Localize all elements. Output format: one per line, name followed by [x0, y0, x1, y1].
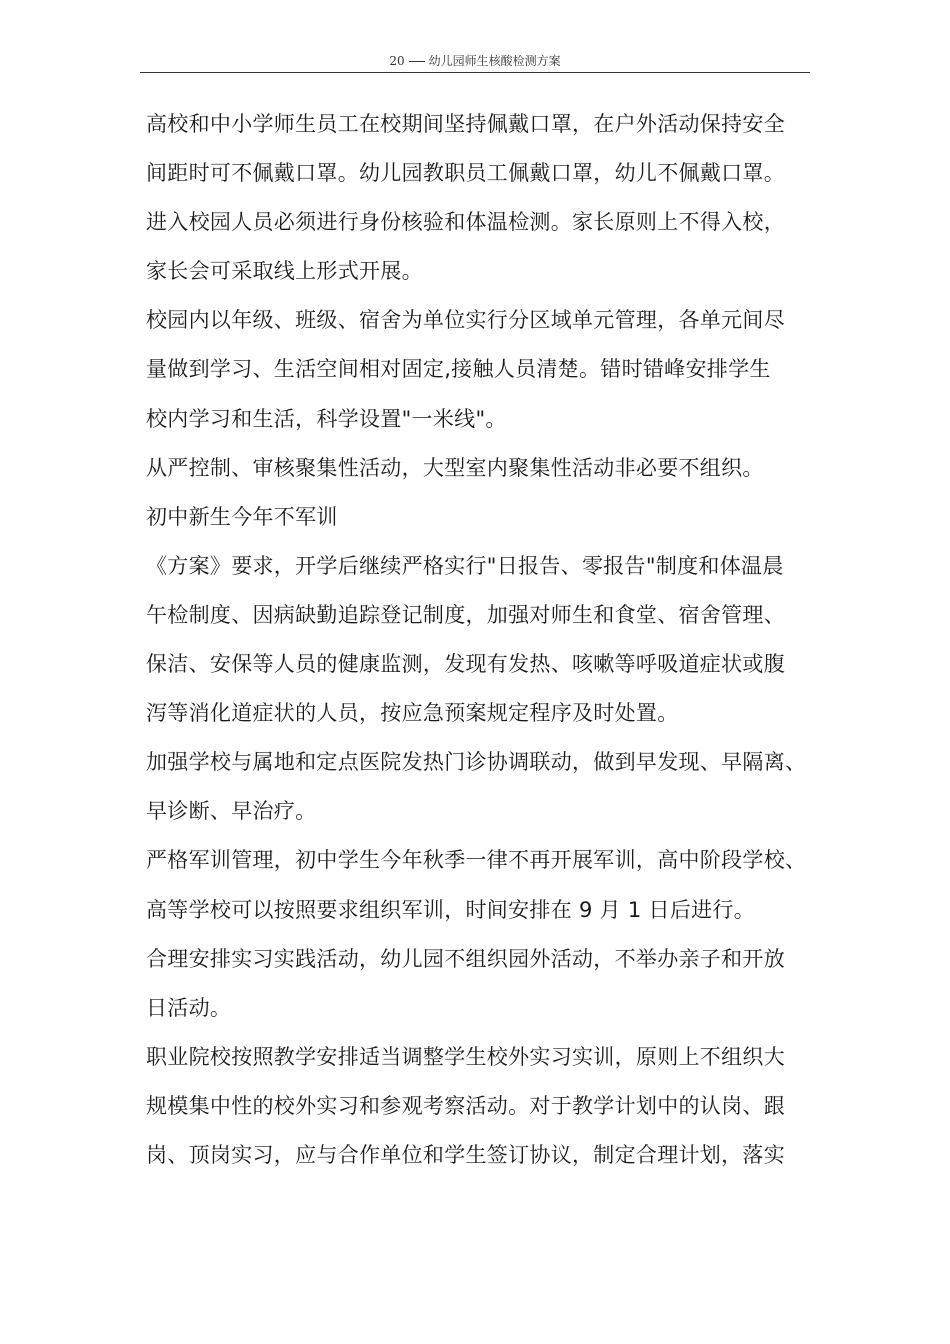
document-body — [146, 100, 824, 1180]
header-title: 幼儿园师生核酸检测方案 — [428, 54, 561, 68]
text-line: 泻等消化道症状的人员，按应急预案规定程序及时处置。 — [146, 701, 679, 726]
text-line: 职业院校按照教学安排适当调整学生校外实习实训，原则上不组织大 — [146, 1044, 785, 1069]
page-header — [140, 52, 810, 73]
text-line: 合理安排实习实践活动，幼儿园不组织园外活动，不举办亲子和开放 — [146, 946, 785, 971]
text-line: 家长会可采取线上形式开展。 — [146, 259, 423, 284]
text-line: 日活动。 — [146, 995, 232, 1020]
text-line: 《方案》要求，开学后继续严格实行"日报告、零报告"制度和体温晨 — [146, 553, 784, 578]
text-line: 早诊断、早治疗。 — [146, 799, 317, 824]
text-line: 岗、顶岗实习，应与合作单位和学生签订协议，制定合理计划，落实 — [146, 1142, 785, 1167]
text-line: 校内学习和生活，科学设置"一米线"。 — [146, 406, 507, 431]
text-line: 校园内以年级、班级、宿舍为单位实行分区域单元管理，各单元间尽 — [146, 308, 785, 333]
text-line: 从严控制、审核聚集性活动，大型室内聚集性活动非必要不组织。 — [146, 455, 764, 480]
text-line: 严格军训管理，初中学生今年秋季一律不再开展军训，高中阶段学校、 — [146, 848, 807, 873]
text-line: 间距时可不佩戴口罩。幼儿园教职员工佩戴口罩，幼儿不佩戴口罩。 — [146, 161, 785, 186]
header-separator — [409, 61, 425, 62]
text-line: 规模集中性的校外实习和参观考察活动。对于教学计划中的认岗、跟 — [146, 1093, 785, 1118]
text-line: 高校和中小学师生员工在校期间坚持佩戴口罩，在户外活动保持安全 — [146, 112, 785, 136]
text-line: 量做到学习、生活空间相对固定,接触人员清楚。错时错峰安排学生 — [146, 357, 771, 382]
text-line: 加强学校与属地和定点医院发热门诊协调联动，做到早发现、早隔离、 — [146, 750, 807, 775]
text-line: 保洁、安保等人员的健康监测，发现有发热、咳嗽等呼吸道症状或腹 — [146, 652, 785, 677]
text-line: 进入校园人员必须进行身份核验和体温检测。家长原则上不得入校， — [146, 210, 785, 235]
text-line: 午检制度、因病缺勤追踪登记制度，加强对师生和食堂、宿舍管理、 — [146, 602, 785, 627]
header-number: 20 — [389, 54, 405, 68]
text-line: 高等学校可以按照要求组织军训，时间安排在 9 月 1 日后进行。 — [146, 897, 756, 922]
section-heading: 初中新生今年不军训 — [146, 504, 338, 529]
